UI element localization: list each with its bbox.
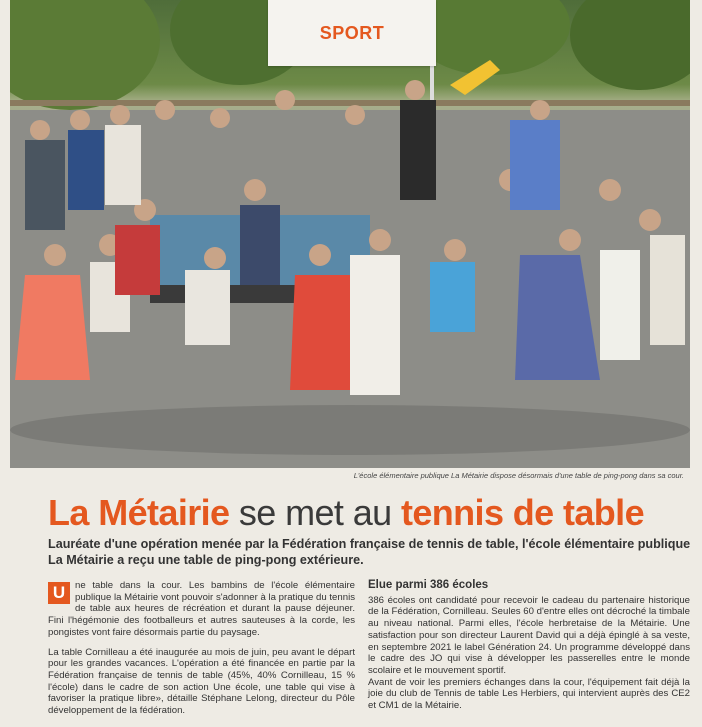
subheading: Elue parmi 386 écoles <box>368 579 489 591</box>
dropcap: U <box>48 582 70 604</box>
article-paragraph: La table Cornilleau a été inaugurée au mois de juin, peu avant le départ pour les grandes vacances. L'opération a été financée en partie par la Fédération française de tennis de table (45%, 40% Cornilleau, 15 % l'école) dans le cadre de son action Une école, une table qui vise à favoriser la pratique libre», détaille Stéphane Lelong, directeur du Pôle développement de la fédération. <box>48 646 355 717</box>
article-column-left <box>48 580 355 725</box>
group-photo <box>10 0 690 468</box>
section-tag: SPORT <box>268 0 436 66</box>
article-paragraph <box>48 580 355 639</box>
article-paragraph: Avant de voir les premiers échanges dans la cour, l'équipement fait déjà la joie du club de Tennis de table Les Herbiers, qui intervient auprès des CE2 et CM1 de la Métairie. <box>368 676 690 712</box>
headline-part-2: se met au <box>229 492 401 533</box>
headline-part-3: tennis de table <box>400 492 645 533</box>
photo-caption: L'école élémentaire publique La Métairie dispose désormais d'une table de ping-pong dans sa cour. <box>353 471 684 480</box>
lead-paragraph: Lauréate d'une opération menée par la Fédération française de tennis de table, l'école élémentaire publique La Métairie a reçu une table de ping-pong extérieure. <box>48 537 691 567</box>
headline <box>48 492 698 534</box>
schoolyard-photo-illustration <box>10 0 690 468</box>
headline-part-1: La Métairie <box>48 492 230 533</box>
paragraph-text: ne table dans la cour. Les bambins de l'école élémentaire publique la Métairie vont pouvoir s'adonner à la pratique du tennis de table aux heures de récréation et durant la pause déjeuner. Fini l'hégémonie des footballeurs et autres sauteuses à la corde, les pongistes vont faire désormais partie du paysage. <box>48 580 355 638</box>
article-paragraph: 386 écoles ont candidaté pour recevoir le cadeau du partenaire historique de la Fédération, Cornilleau. Seules 60 d'entre elles ont décroché la timbale au niveau national. Parmi elles, l'école herbretaise de la Métairie. Une satisfaction pour son directeur Laurent David qui a déjà épinglé à sa veste, en septembre 2021 le label Génération 24. Un programme développé dans le cadre des JO qui vise à développer les passerelles entre le monde scolaire et le mouvement sportif. <box>368 594 690 676</box>
article-column-right <box>368 580 690 720</box>
